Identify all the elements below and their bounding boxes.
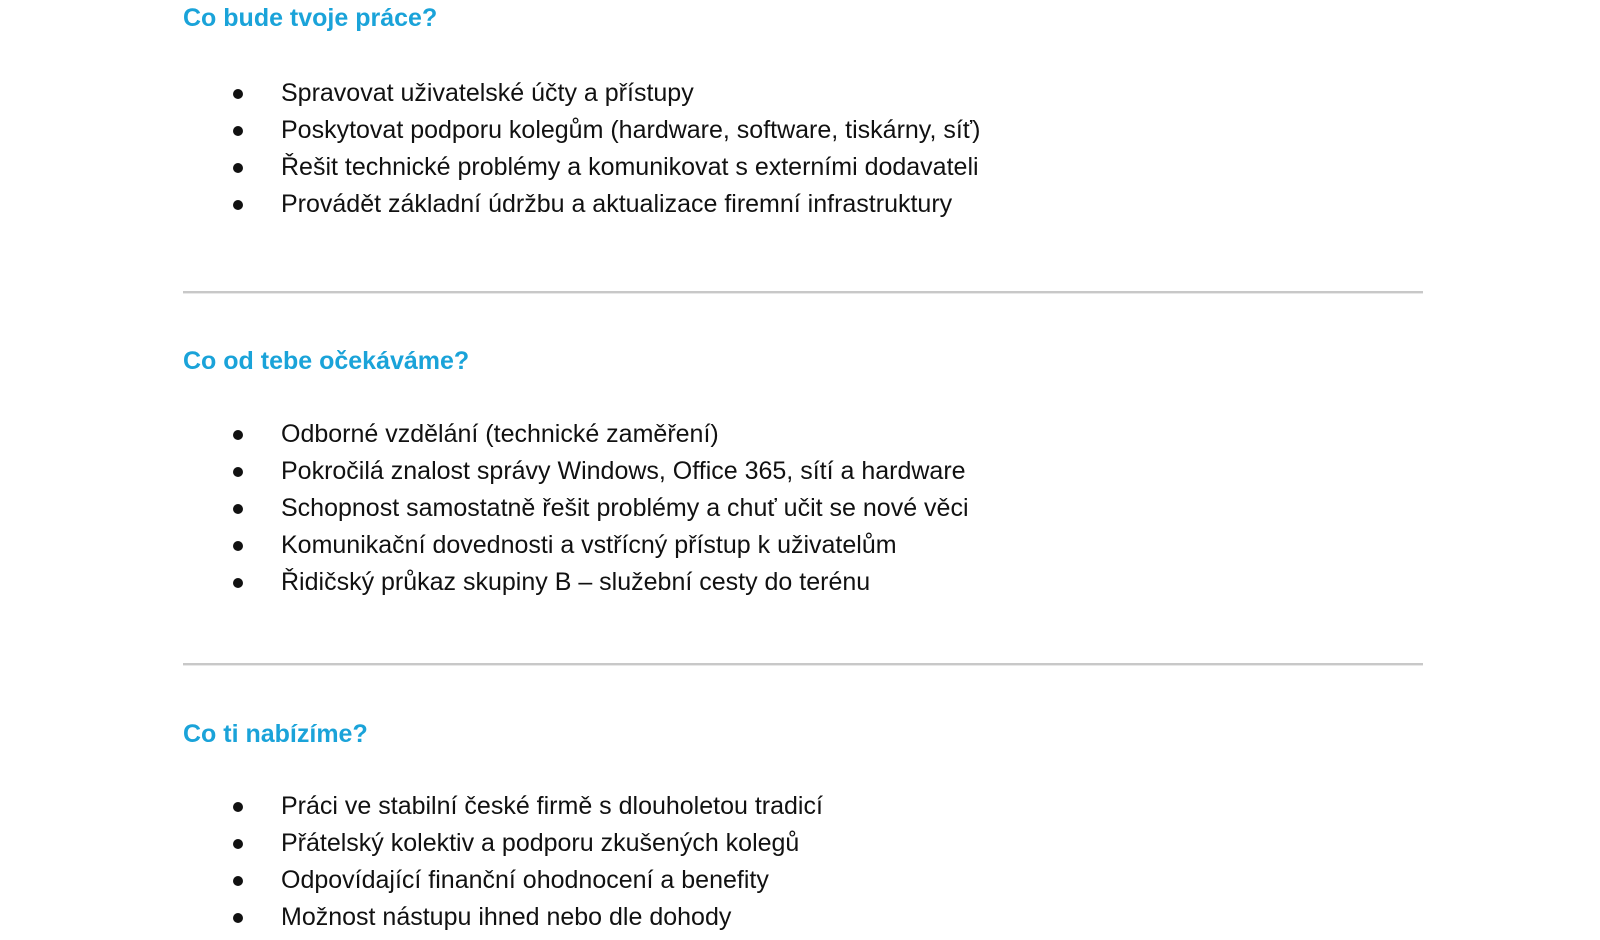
bullet-icon [233,163,243,173]
list-item: Pokročilá znalost správy Windows, Office 365, sítí a hardware [233,453,1233,490]
bullet-icon [233,802,243,812]
bullet-icon [233,578,243,588]
list-item: Odborné vzdělání (technické zaměření) [233,416,1233,453]
bullet-list [233,416,1233,601]
bullet-icon [233,200,243,210]
list-item: Schopnost samostatně řešit problémy a chuť učit se nové věci [233,490,1233,527]
list-item: Řešit technické problémy a komunikovat s externími dodavateli [233,149,1233,186]
list-item: Přátelský kolektiv a podporu zkušených kolegů [233,825,1233,862]
list-item: Komunikační dovednosti a vstřícný přístup k uživatelům [233,527,1233,564]
list-item: Poskytovat podporu kolegům (hardware, software, tiskárny, síť) [233,112,1233,149]
list-item: Spravovat uživatelské účty a přístupy [233,75,1233,112]
bullet-icon [233,430,243,440]
divider [183,663,1423,666]
divider [183,291,1423,294]
bullet-icon [233,876,243,886]
section-heading: Co od tebe očekáváme? [183,347,470,375]
bullet-list [233,75,1233,223]
bullet-icon [233,839,243,849]
section-requirements [183,343,1423,596]
list-item: Provádět základní údržbu a aktualizace firemní infrastruktury [233,186,1233,223]
section-heading: Co bude tvoje práce? [183,4,438,32]
bullet-icon [233,126,243,136]
bullet-icon [233,504,243,514]
list-item: Práci ve stabilní české firmě s dlouholetou tradicí [233,788,1233,825]
bullet-icon [233,467,243,477]
section-job-duties [183,0,1423,218]
list-item: Možnost nástupu ihned nebo dle dohody [233,899,1233,936]
list-item: Řidičský průkaz skupiny B – služební cesty do terénu [233,564,1233,601]
bullet-list [233,788,1233,936]
section-benefits [183,716,1423,931]
bullet-icon [233,89,243,99]
bullet-icon [233,913,243,923]
list-item: Odpovídající finanční ohodnocení a benefity [233,862,1233,899]
bullet-icon [233,541,243,551]
section-heading: Co ti nabízíme? [183,720,368,748]
